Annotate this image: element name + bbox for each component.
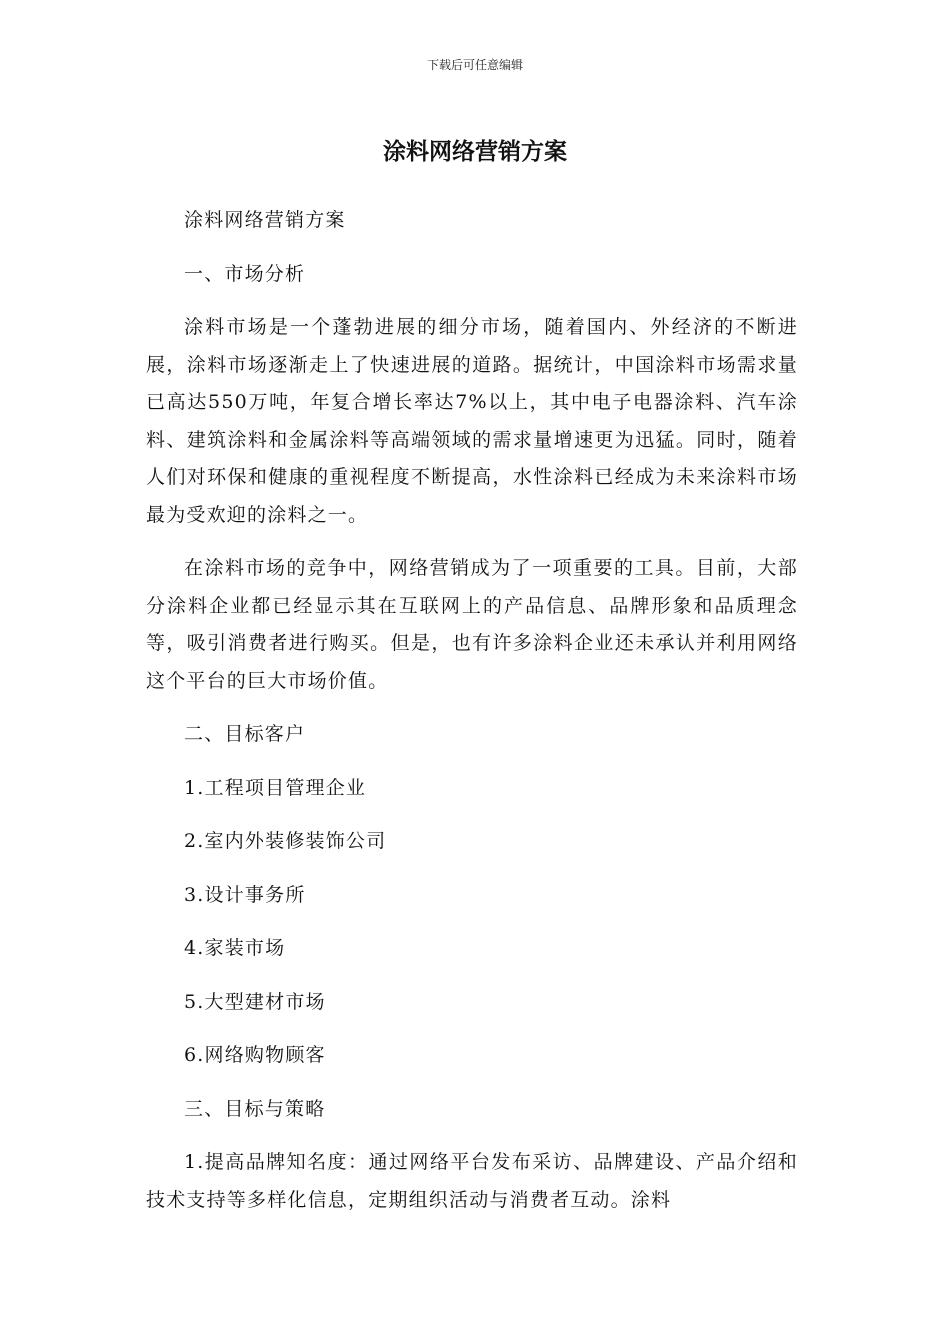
section-heading-goals-strategy: 三、目标与策略 <box>184 1097 326 1120</box>
document-title: 涂料网络营销方案 <box>383 139 567 165</box>
list-item: 6.网络购物顾客 <box>184 1044 326 1066</box>
list-item: 3.设计事务所 <box>184 883 306 906</box>
body-paragraph-competition: 在涂料市场的竞争中，网络营销成为了一项重要的工具。目前，大部分涂料企业都已经显示其在互联网上的产品信息、品牌形象和品质理念等，吸引消费者进行购买。但是，也有许多涂料企业还未承认并利用网络这个平台的巨大市场价值。 <box>146 557 798 692</box>
section-heading-target-customers: 二、目标客户 <box>184 723 306 745</box>
subtitle-paragraph: 涂料网络营销方案 <box>184 209 346 231</box>
body-paragraph-market: 涂料市场是一个蓬勃进展的细分市场，随着国内、外经济的不断进展，涂料市场逐渐走上了快速进展的道路。据统计，中国涂料市场需求量已高达550万吨，年复合增长率达7%以上，其中电子电器涂料、汽车涂料、建筑涂料和金属涂料等高端领域的需求量增速更为迅猛。同时，随着人们对环保和健康的重视程度不断提高，水性涂料已经成为未来涂料市场最为受欢迎的涂料之一。 <box>146 316 798 526</box>
list-item: 1.工程项目管理企业 <box>184 776 367 799</box>
section-heading-market-analysis: 一、市场分析 <box>184 262 306 285</box>
list-item: 2.室内外装修装饰公司 <box>184 830 387 852</box>
document-body <box>146 202 798 1235</box>
header-note: 下载后可任意编辑 <box>426 58 523 72</box>
list-item: 4.家装市场 <box>184 937 286 959</box>
body-paragraph-brand-awareness: 1.提高品牌知名度：通过网络平台发布采访、品牌建设、产品介绍和技术支持等多样化信息，定期组织活动与消费者互动。涂料 <box>146 1151 798 1211</box>
list-item: 5.大型建材市场 <box>184 990 326 1013</box>
